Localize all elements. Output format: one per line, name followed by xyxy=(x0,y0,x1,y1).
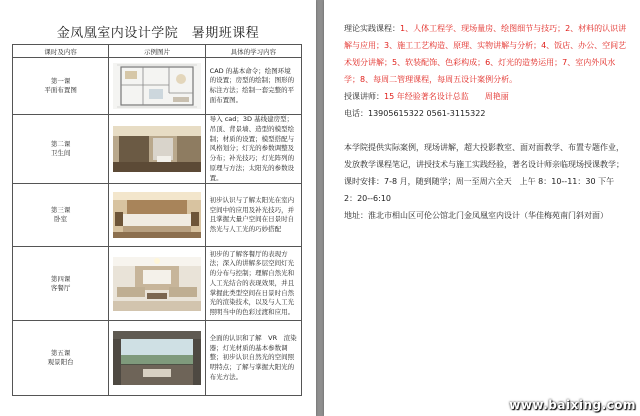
header-content: 具体的学习内容 xyxy=(205,45,301,58)
intro-paragraph: 本学院提供实际案例，现场讲解，超大投影教室、面对面教学、布置专题作业，发放教学课程笔记，讲授技术与施工实践经验，著名设计师亲临现场授课教学； xyxy=(344,143,624,169)
practice-course-label: 理论实践课程： xyxy=(344,24,400,33)
paragraph-gap xyxy=(344,122,629,139)
image-cell xyxy=(109,321,205,396)
lesson-number: 第三课 xyxy=(50,206,71,215)
table-row xyxy=(13,321,302,396)
header-lesson: 课时及内容 xyxy=(13,45,109,58)
floor-plan-image xyxy=(113,63,201,109)
lesson-number: 第一课 xyxy=(50,77,71,86)
lesson-topic: 卧室 xyxy=(54,215,68,224)
table-row xyxy=(13,184,302,247)
practice-course-paragraph xyxy=(344,20,629,88)
living-room-render-image xyxy=(113,257,201,311)
lesson-cell xyxy=(13,184,109,247)
lesson-topic: 客餐厅 xyxy=(50,283,71,292)
document-page-right xyxy=(324,0,640,416)
content-cell: 全面的认识和了解 VR 渲染器；灯光材质的基本参数调整；初步认识自然光的空间照明特点；了解与掌握大阳光的布光方法。 xyxy=(205,321,301,396)
bedroom-render-image xyxy=(113,192,201,238)
image-cell xyxy=(109,184,205,247)
document-title: 金凤凰室内设计学院 暑期班课程 xyxy=(56,26,260,41)
header-example-image: 示例图片 xyxy=(109,45,205,58)
balcony-render-image xyxy=(113,331,201,385)
lesson-topic: 卫生间 xyxy=(50,149,71,158)
lesson-cell xyxy=(13,58,109,115)
course-table xyxy=(12,44,302,396)
teacher-value: 15 年经验著名设计总监 周艳丽 xyxy=(384,92,509,101)
table-row xyxy=(13,115,302,184)
image-cell xyxy=(109,58,205,115)
lesson-cell xyxy=(13,321,109,396)
lesson-number: 第四课 xyxy=(50,274,71,283)
document-page-left xyxy=(0,0,316,416)
table-header-row xyxy=(13,45,302,58)
course-info xyxy=(344,20,629,224)
table-row xyxy=(13,58,302,115)
image-cell xyxy=(109,115,205,184)
lesson-cell xyxy=(13,247,109,321)
bathroom-render-image xyxy=(113,126,201,172)
lesson-topic: 观景阳台 xyxy=(47,358,74,367)
content-cell: CAD 的基本命令；绘图环境的设置；房型的绘制；图形的标注方法；绘制一套完整的平面布置图。 xyxy=(205,58,301,115)
content-cell: 初步的了解客餐厅的表现方法；深入的讲解多层空间灯光的分布与控制；理解自然光和人工光结合的表现效果，并且掌握此类型空间在日景时自然光的渲染技术，以及与人工光照明当中的色彩过渡和应用。 xyxy=(205,247,301,321)
address-paragraph: 地址：淮北市相山区可伦公馆北门金凤凰室内设计（华佳梅苑南门斜对面） xyxy=(344,211,608,220)
content-cell: 导入 cad；3D 基线建房型；吊顶、背景墙、造型的模型绘制；材质的设置；模型搭配与风格划分；灯光的参数调整及分布；补光技巧；灯光阵列的原理与方法；太阳光的参数设置。 xyxy=(205,115,301,184)
teacher-line xyxy=(344,88,629,105)
schedule-paragraph: 课时安排：7-8 月，随到随学；周一至周六全天 上午 8：10--11：30 下午 2：20--6:10 xyxy=(344,177,615,203)
phone-line: 电话：13905615322 0561-3115322 xyxy=(344,109,486,118)
table-row xyxy=(13,247,302,321)
content-cell: 初步认识与了解太阳光在室内空间中的应用及补光技巧，并且掌握大量户空间在日景时自然光与人工光的巧妙搭配 xyxy=(205,184,301,247)
lesson-cell xyxy=(13,115,109,184)
practice-course-items: 1、人体工程学、现场量房、绘图细节与技巧；2、材料的认识讲解与应用；3、施工工艺构造、原理、实物讲解与分析；4、饭店、办公、空间艺术划分讲解；5、软装配饰、色彩构成；6、灯光的造势运用；7、室内外风水学；8、每周二管理课程，每周五设计案例分析。 xyxy=(344,24,627,84)
image-cell xyxy=(109,247,205,321)
lesson-topic: 平面布置图 xyxy=(44,86,77,94)
watermark: www.baixing.com xyxy=(509,398,636,412)
lesson-number: 第五课 xyxy=(50,349,71,358)
teacher-label: 授课讲师： xyxy=(344,92,384,101)
lesson-number: 第二课 xyxy=(50,140,71,149)
